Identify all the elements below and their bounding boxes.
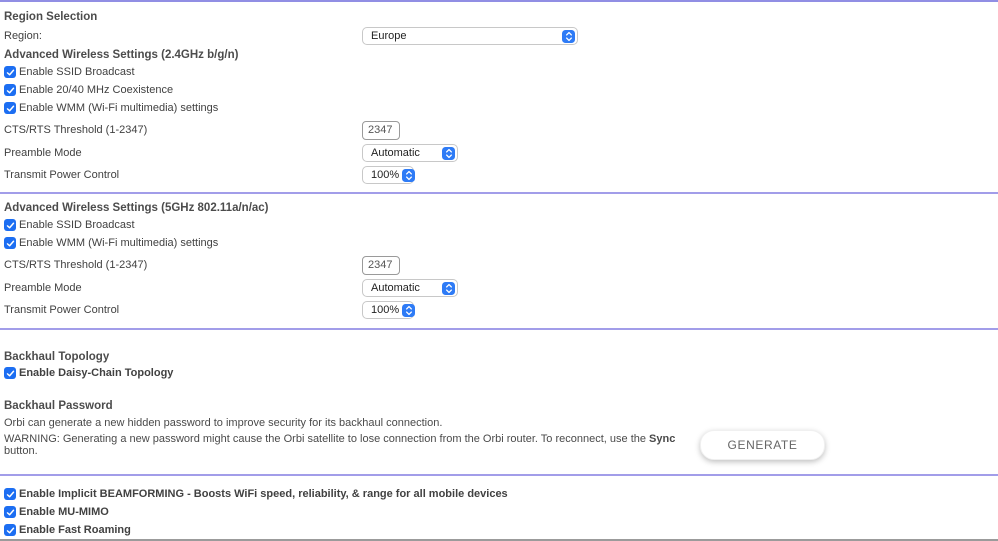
preamble-mode-value: Automatic — [371, 282, 420, 294]
checkbox-label: Enable SSID Broadcast — [19, 66, 135, 78]
field-row — [4, 277, 998, 299]
field-row — [4, 254, 998, 276]
checkbox-fast-roaming[interactable] — [4, 524, 16, 536]
checkbox-row — [4, 234, 998, 252]
warning-sync-bold: Sync — [649, 433, 676, 445]
section-title-backhaul-topology: Backhaul Topology — [4, 351, 110, 363]
region-row — [4, 27, 998, 45]
checkbox-2040-coexistence[interactable] — [4, 84, 16, 96]
checkbox-ssid-broadcast-24[interactable] — [4, 66, 16, 78]
cts-rts-threshold-input-24[interactable] — [362, 121, 400, 140]
checkbox-row — [4, 503, 998, 521]
preamble-mode-select-24[interactable] — [362, 144, 458, 162]
section-divider — [0, 474, 998, 476]
top-border — [0, 0, 998, 2]
checkbox-wmm-5[interactable] — [4, 237, 16, 249]
checkbox-row — [4, 81, 998, 99]
section-title-region-selection: Region Selection — [4, 11, 98, 23]
checkbox-implicit-beamforming[interactable] — [4, 488, 16, 500]
stepper-icon — [562, 30, 575, 43]
field-row — [4, 164, 998, 186]
checkbox-label: Enable WMM (Wi-Fi multimedia) settings — [19, 102, 219, 114]
transmit-power-value: 100% — [371, 304, 400, 316]
checkbox-ssid-broadcast-5[interactable] — [4, 219, 16, 231]
cts-rts-label: CTS/RTS Threshold (1-2347) — [4, 259, 148, 271]
transmit-power-label: Transmit Power Control — [4, 169, 120, 181]
checkbox-row — [4, 216, 998, 234]
checkbox-label: Enable MU-MIMO — [19, 506, 109, 518]
transmit-power-value: 100% — [371, 169, 400, 181]
warning-prefix: WARNING: Generating a new password might cause the Orbi satellite to lose connection from the Orbi router. To reconnect, use the — [4, 433, 650, 445]
section-divider — [0, 328, 998, 330]
checkbox-mu-mimo[interactable] — [4, 506, 16, 518]
preamble-mode-value: Automatic — [371, 147, 420, 159]
preamble-mode-label: Preamble Mode — [4, 147, 82, 159]
checkbox-row — [4, 364, 998, 382]
transmit-power-select-24[interactable] — [362, 166, 414, 184]
checkbox-label: Enable Daisy-Chain Topology — [19, 367, 174, 379]
checkbox-label: Enable SSID Broadcast — [19, 219, 135, 231]
field-row — [4, 299, 998, 321]
backhaul-password-description: Orbi can generate a new hidden password to improve security for its backhaul connection. — [4, 417, 443, 429]
preamble-mode-select-5[interactable] — [362, 279, 458, 297]
region-select-value: Europe — [371, 30, 407, 42]
section-divider — [0, 192, 998, 194]
checkbox-wmm-24[interactable] — [4, 102, 16, 114]
checkbox-row — [4, 63, 998, 81]
stepper-icon — [402, 169, 415, 182]
section-title-backhaul-password: Backhaul Password — [4, 400, 113, 412]
warning-suffix: button. — [4, 445, 38, 457]
field-row — [4, 142, 998, 164]
section-title-5ghz: Advanced Wireless Settings (5GHz 802.11a/n/ac) — [4, 202, 269, 214]
checkbox-label: Enable Fast Roaming — [19, 524, 131, 536]
transmit-power-label: Transmit Power Control — [4, 304, 120, 316]
section-title-24ghz: Advanced Wireless Settings (2.4GHz b/g/n) — [4, 49, 239, 61]
checkbox-label: Enable 20/40 MHz Coexistence — [19, 84, 174, 96]
warning-text — [4, 433, 700, 457]
transmit-power-select-5[interactable] — [362, 301, 414, 319]
warning-row — [4, 430, 998, 460]
generate-button[interactable]: GENERATE — [700, 430, 825, 460]
stepper-icon — [442, 282, 455, 295]
cts-rts-threshold-input-5[interactable] — [362, 256, 400, 275]
region-label: Region: — [4, 30, 42, 42]
field-row — [4, 119, 998, 141]
checkbox-label: Enable WMM (Wi-Fi multimedia) settings — [19, 237, 219, 249]
checkbox-row — [4, 99, 998, 117]
region-select[interactable] — [362, 27, 578, 45]
preamble-mode-label: Preamble Mode — [4, 282, 82, 294]
stepper-icon — [442, 147, 455, 160]
cts-rts-label: CTS/RTS Threshold (1-2347) — [4, 124, 148, 136]
checkbox-label: Enable Implicit BEAMFORMING - Boosts WiFi speed, reliability, & range for all mobile devices — [19, 488, 508, 500]
checkbox-daisy-chain[interactable] — [4, 367, 16, 379]
checkbox-row — [4, 485, 998, 503]
stepper-icon — [402, 304, 415, 317]
checkbox-row — [4, 521, 998, 539]
